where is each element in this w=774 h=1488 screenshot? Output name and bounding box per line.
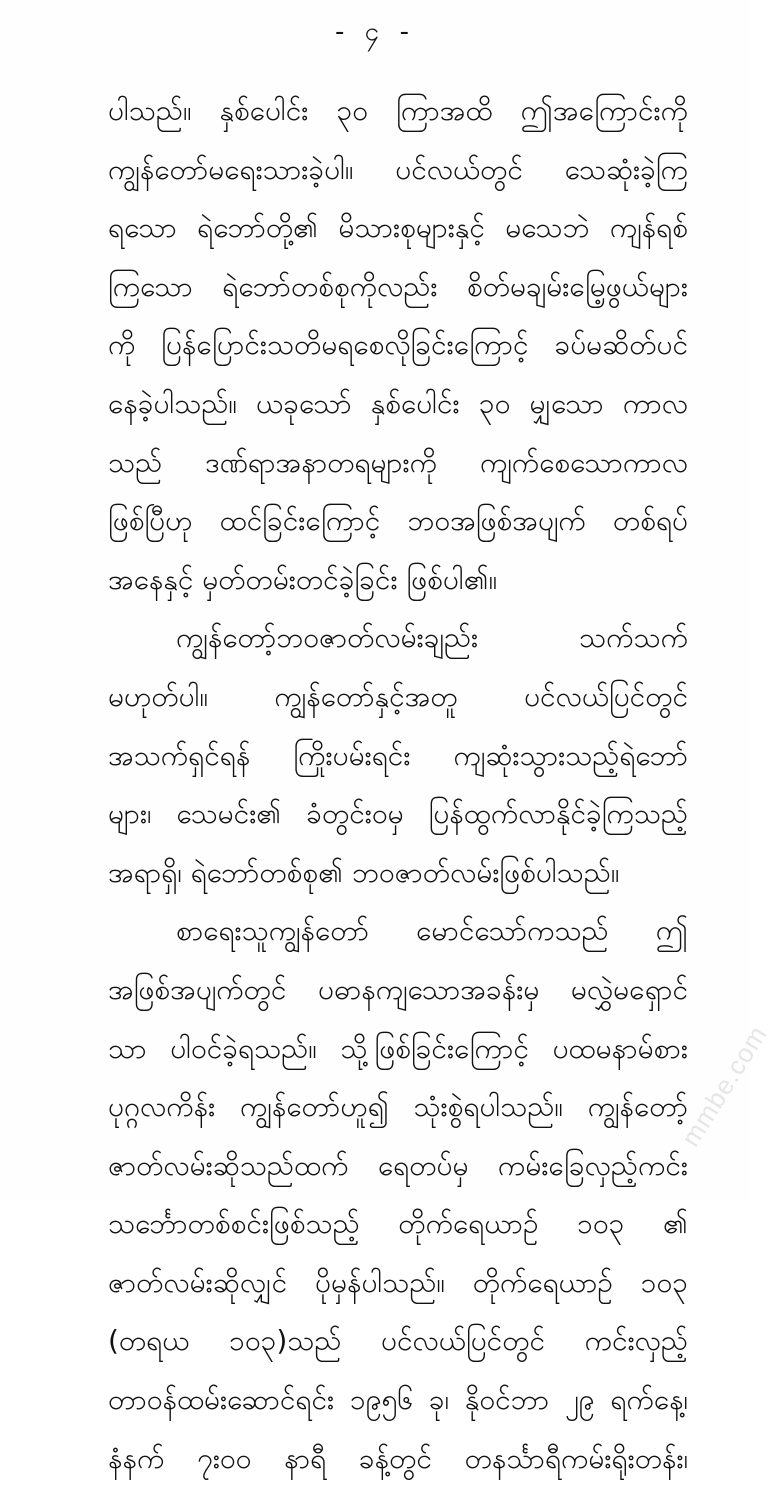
text-line: များ၊ သေမင်း၏ ခံတွင်းဝမှ ပြန်ထွက်လာနိုင်ခဲ့ကြသည့် [108,797,688,831]
paragraph-first-line: ကျွန်တော့်ဘဝဇာတ်လမ်းချည်း သက်သက် [176,621,688,655]
paragraph-first-line: စာရေးသူကျွန်တော် မောင်သော်ကသည် ဤ [176,914,688,948]
text-line: ကျွန်တော်မရေးသားခဲ့ပါ။ ပင်လယ်တွင် သေဆုံးခဲ့ကြ [108,152,688,186]
text-line: ကို ပြန်ပြောင်းသတိမရစေလိုခြင်းကြောင့် ခပ်မဆိတ်ပင် [108,328,688,362]
text-line: (တရယ ၁၀၃)သည် ပင်လယ်ပြင်တွင် ကင်းလှည့် [108,1324,688,1358]
text-line: အနေနှင့် မှတ်တမ်းတင်ခဲ့ခြင်း ဖြစ်ပါ၏။ [108,562,498,596]
text-line: အဖြစ်အပျက်တွင် ပဓာနကျသောအခန်းမှ မလွှဲမရှောင် [108,972,688,1006]
text-line: အသက်ရှင်ရန် ကြိုးပမ်းရင်း ကျဆုံးသွားသည့်ရဲဘော် [108,738,688,772]
text-line: အရာရှိ၊ ရဲဘော်တစ်စု၏ ဘဝဇာတ်လမ်းဖြစ်ပါသည်။ [108,855,620,889]
text-line: ရသော ရဲဘော်တို့၏ မိသားစုများနှင့် မသေဘဲ ကျန်ရစ် [108,211,688,245]
text-line: ပုဂ္ဂလကိန်း ကျွန်တော်ဟူ၍ သုံးစွဲရပါသည်။ ကျွန်တော့် [108,1090,688,1124]
text-line: ပါသည်။ နှစ်ပေါင်း ၃၀ ကြာအထိ ဤအကြောင်းကို [108,94,688,127]
text-line: သာ ပါဝင်ခဲ့ရသည်။ သို့ဖြစ်ခြင်းကြောင့် ပထမနာမ်စား [108,1031,688,1065]
text-line: ကြသော ရဲဘော်တစ်စုကိုလည်း စိတ်မချမ်းမြေ့ဖွယ်များ [108,269,688,303]
text-line: တာဝန်ထမ်းဆောင်ရင်း ၁၉၅၆ ခု၊ နိုဝင်ဘာ ၂၉ ရက်နေ့၊ [108,1383,688,1417]
text-line: မဟုတ်ပါ။ ကျွန်တော်နှင့်အတူ ပင်လယ်ပြင်တွင် [108,679,688,713]
page-number: - ၄ - [335,17,415,47]
text-line: ဖြစ်ပြီဟု ထင်ခြင်းကြောင့် ဘဝအဖြစ်အပျက် တစ်ရပ် [108,504,688,538]
watermark: mmbe.com [675,1020,774,1152]
text-line: သင်္ဘောတစ်စင်းဖြစ်သည့် တိုက်ရေယာဉ် ၁၀၃ ၏ [108,1207,688,1241]
text-line: နံနက် ၇း၀၀ နာရီ ခန့်တွင် တနင်္သာရီကမ်းရိုးတန်း၊ [108,1441,688,1475]
text-line: သည် ဒဏ်ရာအနာတရများကို ကျက်စေသောကာလ [108,445,688,479]
text-line: ဇာတ်လမ်းဆိုသည်ထက် ရေတပ်မှ ကမ်းခြေလှည့်ကင်း [108,1148,688,1182]
text-line: နေခဲ့ပါသည်။ ယခုသော် နှစ်ပေါင်း ၃၀ မျှသော ကာလ [108,386,688,420]
text-line: ဇာတ်လမ်းဆိုလျှင် ပိုမှန်ပါသည်။ တိုက်ရေယာဉ် ၁၀၃ [108,1265,688,1299]
body-text [108,82,688,1488]
